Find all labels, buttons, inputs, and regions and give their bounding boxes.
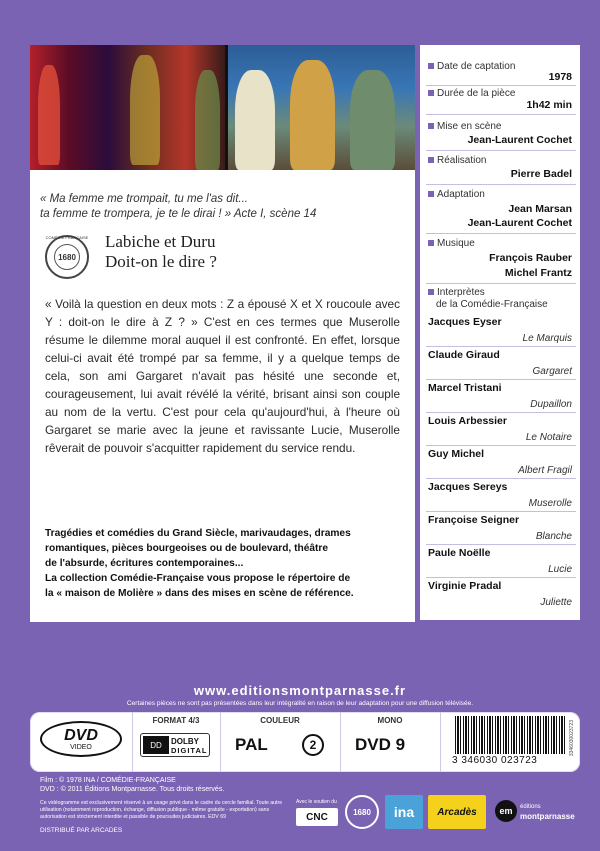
figure — [235, 70, 275, 170]
capture-label — [428, 61, 515, 72]
bullet-icon — [428, 123, 434, 129]
collection-line: romantiques, pièces bourgeoises ou de boulevard, théâtre — [45, 543, 329, 554]
arcades-logo: Arcadès — [428, 795, 486, 829]
video-text: VIDEO — [70, 743, 92, 751]
divider — [426, 85, 576, 86]
cast-label — [428, 287, 485, 298]
title-authors: Labiche et Duru — [105, 232, 216, 251]
music-label — [428, 238, 475, 249]
cast-actor: Claude Giraud — [428, 349, 500, 361]
side-code: 3346030023723 — [569, 720, 575, 757]
dolby-double-d-icon: DD — [143, 736, 169, 754]
divider — [426, 233, 576, 234]
label-text: Mise en scène — [437, 121, 502, 132]
cast-actor: Jacques Eyser — [428, 316, 502, 328]
direction-label — [428, 155, 486, 166]
bullet-icon — [428, 191, 434, 197]
collection-line: La collection Comédie-Française vous propose le répertoire de — [45, 573, 351, 584]
divider — [426, 379, 576, 380]
barcode — [455, 716, 565, 754]
cast-actor: Jacques Sereys — [428, 481, 508, 493]
distributor: DISTRIBUÉ PAR ARCADES — [40, 827, 123, 834]
figure — [290, 60, 335, 170]
support-text: Avec le soutien du — [296, 799, 337, 805]
pal-value: PAL — [235, 735, 268, 754]
bullet-icon — [428, 63, 434, 69]
label-text: Date de captation — [437, 61, 516, 72]
cast-actor: Marcel Tristani — [428, 382, 502, 394]
film-credit: Film : © 1978 INA / COMÉDIE-FRANÇAISE — [40, 777, 176, 784]
duration-value: 1h42 min — [526, 99, 572, 111]
spec-divider — [440, 712, 441, 772]
adaptation-label — [428, 189, 485, 200]
bullet-icon — [428, 90, 434, 96]
cast-actor: Guy Michel — [428, 448, 485, 460]
cast-role: Gargaret — [532, 366, 572, 377]
bullet-icon — [428, 157, 434, 163]
disclaimer: Certaines pièces ne sont pas présentées dans leur intégralité en raison de leur adaptation pour une diffusion télévisée. — [126, 700, 474, 707]
figure — [350, 70, 395, 170]
adaptation-value-2: Jean-Laurent Cochet — [467, 217, 572, 229]
figure — [195, 70, 220, 170]
divider — [426, 478, 576, 479]
barcode-number: 3 346030 023723 — [452, 755, 538, 766]
quote-line: « Ma femme me trompait, tu me l'as dit... — [40, 193, 248, 205]
label-text: Durée de la pièce — [437, 88, 516, 99]
divider — [426, 114, 576, 115]
ina-logo: ina — [385, 795, 423, 829]
dolby-logo — [140, 733, 210, 757]
seal-year: 1680 — [58, 252, 76, 262]
play-title — [105, 232, 217, 272]
cast-role: Juliette — [540, 597, 572, 608]
divider — [426, 544, 576, 545]
synopsis: « Voilà la question en deux mots : Z a épousé X et X roucoule avec Y : doit-on le dire à Z ? » C'est en ces termes que Muserolle résume le dilemme moral auquel il est confronté. En effet, lorsque celui-ci avait été trompé par sa femme, il y a quelque temps de cela, son ami Gargaret n'avait pas hésité une seconde et, courageusement, lui avait révélé la vérité, brisant ainsi son couple au nom de la vertu. C'est pour cela qu'aujourd'hui, à l'heure où Gargaret se marie avec la jeune et ravissante Lucie, Muserolle rêverait de pouvoir s'acquitter rapidement du service rendu. — [45, 297, 400, 455]
montparnasse-logo-line2: montparnasse — [520, 812, 575, 821]
divider — [426, 511, 576, 512]
music-value-2: Michel Frantz — [504, 267, 572, 279]
divider — [426, 184, 576, 185]
cast-label-2: de la Comédie-Française — [436, 299, 548, 310]
comedie-francaise-seal — [45, 235, 89, 279]
adaptation-value-1: Jean Marsan — [508, 203, 572, 215]
em-logo-icon: em — [495, 800, 517, 822]
legal-text: Ce vidéogramme est exclusivement réservé à un usage privé dans le cadre du cercle familial. Toute autre utilisation (notamment reproduction, échange, diffusion publique - même gratuite - exportation) sans autorisation est strictement interdite et passible de poursuites judiciaires. EDV 69 — [40, 800, 283, 820]
cast-actor: Paule Noëlle — [428, 547, 491, 559]
seal-text: COMÉDIE FRANÇAISE — [45, 235, 89, 240]
format-label: FORMAT 4/3 — [152, 716, 200, 725]
cast-role: Lucie — [548, 564, 572, 575]
collection-line: la « maison de Molière » dans des mises en scène de référence. — [45, 588, 354, 599]
dolby-text: DOLBY — [171, 737, 199, 746]
figure — [130, 55, 160, 165]
direction-value: Pierre Badel — [510, 168, 572, 180]
staging-label — [428, 121, 501, 132]
cast-role: Albert Fragil — [518, 465, 572, 476]
cast-actor: Virginie Pradal — [428, 580, 502, 592]
dvd-video-logo — [40, 721, 122, 757]
cast-role: Le Notaire — [525, 432, 572, 443]
duration-label — [428, 88, 515, 99]
divider — [426, 346, 576, 347]
comedie-francaise-logo: 1680 — [345, 795, 379, 829]
divider — [426, 283, 576, 284]
cnc-logo: CNC — [296, 808, 338, 826]
cast-actor: Françoise Seigner — [428, 514, 520, 526]
website-link[interactable]: www.editionsmontparnasse.fr — [193, 683, 407, 698]
cast-role: Dupaillon — [530, 399, 572, 410]
divider — [426, 150, 576, 151]
figure — [38, 65, 60, 165]
staging-value: Jean-Laurent Cochet — [467, 134, 572, 146]
color-label: COULEUR — [260, 716, 300, 725]
divider — [426, 412, 576, 413]
zone-icon: 2 — [302, 734, 324, 756]
divider — [426, 445, 576, 446]
quote-line: ta femme te trompera, je te le dirai ! » Acte I, scène 14 — [40, 208, 317, 220]
cast-role: Le Marquis — [522, 333, 572, 344]
label-text: Réalisation — [437, 155, 487, 166]
capture-value: 1978 — [548, 71, 572, 83]
music-value-1: François Rauber — [489, 252, 572, 264]
scene-photos — [30, 45, 415, 170]
label-text: Interprètes — [437, 287, 485, 298]
cast-role: Blanche — [535, 531, 572, 542]
collection-line: Tragédies et comédies du Grand Siècle, marivaudages, drames — [45, 528, 351, 539]
bullet-icon — [428, 289, 434, 295]
cast-actor: Louis Arbessier — [428, 415, 507, 427]
quote — [40, 192, 405, 222]
montparnasse-logo-line1: éditions — [520, 804, 541, 810]
sound-label: MONO — [377, 716, 403, 725]
digital-text: DIGITAL — [171, 746, 208, 755]
dvd-text: DVD — [64, 726, 98, 744]
title-play: Doit-on le dire ? — [105, 252, 217, 271]
collection-text — [45, 526, 405, 601]
collection-line: de l'absurde, écritures contemporaines... — [45, 558, 244, 569]
label-text: Adaptation — [437, 189, 485, 200]
dvd-credit: DVD : © 2011 Éditions Montparnasse. Tous droits réservés. — [40, 786, 225, 793]
disc-value: DVD 9 — [355, 735, 406, 754]
bullet-icon — [428, 240, 434, 246]
cast-role: Muserolle — [528, 498, 572, 509]
divider — [426, 577, 576, 578]
label-text: Musique — [437, 238, 475, 249]
